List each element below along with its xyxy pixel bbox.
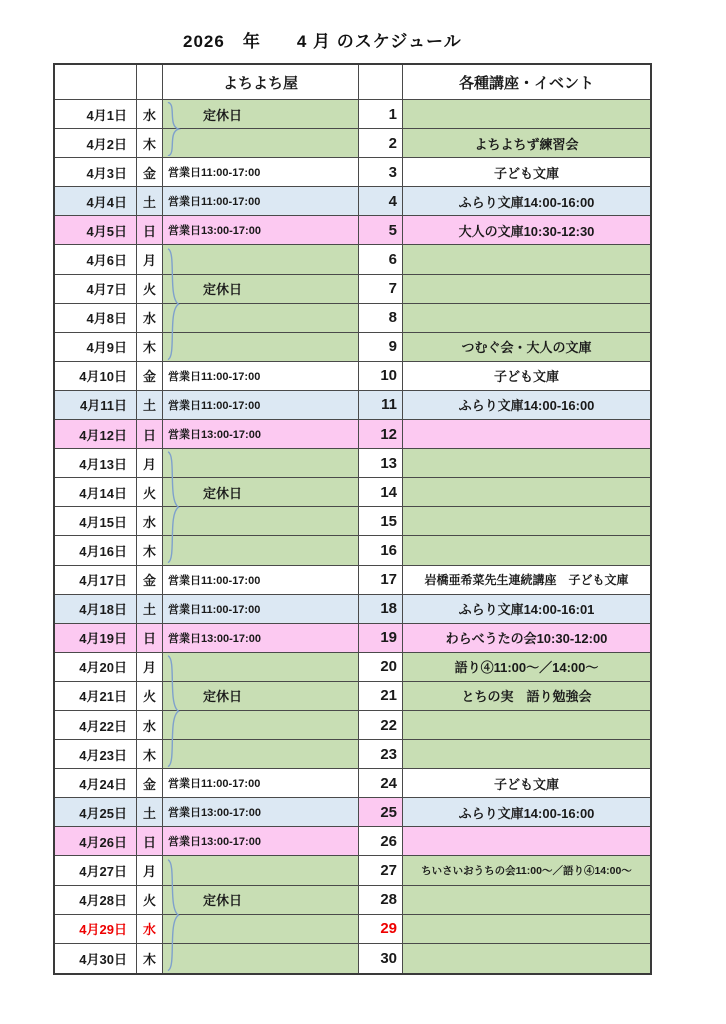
event-cell [403, 449, 650, 478]
header-weekday-cell [137, 65, 163, 100]
date-cell: 4月15日 [55, 507, 137, 536]
shop-status-cell [163, 711, 359, 740]
shop-status-cell: 定休日 [163, 886, 359, 915]
day-number-cell: 27 [359, 856, 403, 885]
date-cell: 4月20日 [55, 653, 137, 682]
day-number-cell: 5 [359, 216, 403, 245]
weekday-cell: 土 [137, 187, 163, 216]
event-cell: よちよちず練習会 [403, 129, 650, 158]
date-cell: 4月26日 [55, 827, 137, 856]
date-cell: 4月10日 [55, 362, 137, 391]
event-cell: とちの実 語り勉強会 [403, 682, 650, 711]
event-cell: 岩橋亜希菜先生連続講座 子ども文庫 [403, 566, 650, 595]
weekday-cell: 木 [137, 333, 163, 362]
date-cell: 4月23日 [55, 740, 137, 769]
weekday-cell: 日 [137, 624, 163, 653]
day-number-cell: 25 [359, 798, 403, 827]
table-row [55, 304, 650, 333]
event-cell: つむぐ会・大人の文庫 [403, 333, 650, 362]
event-cell: ふらり文庫14:00-16:01 [403, 595, 650, 624]
header-shop-cell: よちよち屋 [163, 65, 359, 100]
table-row [55, 798, 650, 827]
weekday-cell: 金 [137, 158, 163, 187]
day-number-cell: 10 [359, 362, 403, 391]
date-cell: 4月9日 [55, 333, 137, 362]
event-cell [403, 740, 650, 769]
day-number-cell: 24 [359, 769, 403, 798]
date-cell: 4月18日 [55, 595, 137, 624]
day-number-cell: 16 [359, 536, 403, 565]
date-cell: 4月5日 [55, 216, 137, 245]
day-number-cell: 19 [359, 624, 403, 653]
date-cell: 4月16日 [55, 536, 137, 565]
day-number-cell: 4 [359, 187, 403, 216]
table-row [55, 711, 650, 740]
day-number-cell: 9 [359, 333, 403, 362]
table-row [55, 856, 650, 885]
day-number-cell: 15 [359, 507, 403, 536]
day-number-cell: 8 [359, 304, 403, 333]
shop-status-cell: 営業日11:00-17:00 [163, 595, 359, 624]
weekday-cell: 木 [137, 536, 163, 565]
weekday-cell: 金 [137, 362, 163, 391]
event-cell [403, 711, 650, 740]
shop-status-cell: 営業日13:00-17:00 [163, 827, 359, 856]
event-cell [403, 507, 650, 536]
day-number-cell: 22 [359, 711, 403, 740]
weekday-cell: 月 [137, 856, 163, 885]
table-row [55, 827, 650, 856]
shop-status-cell [163, 507, 359, 536]
table-row [55, 100, 650, 129]
shop-status-cell [163, 856, 359, 885]
day-number-cell: 3 [359, 158, 403, 187]
table-row [55, 420, 650, 449]
date-cell: 4月2日 [55, 129, 137, 158]
shop-status-cell [163, 740, 359, 769]
event-cell [403, 827, 650, 856]
weekday-cell: 火 [137, 682, 163, 711]
event-cell: 子ども文庫 [403, 158, 650, 187]
table-row [55, 449, 650, 478]
shop-status-cell: 営業日13:00-17:00 [163, 216, 359, 245]
shop-status-cell: 営業日11:00-17:00 [163, 362, 359, 391]
event-cell [403, 245, 650, 274]
table-row [55, 507, 650, 536]
header-date-cell [55, 65, 137, 100]
schedule-body [55, 100, 650, 973]
date-cell: 4月12日 [55, 420, 137, 449]
weekday-cell: 日 [137, 216, 163, 245]
weekday-cell: 水 [137, 915, 163, 944]
weekday-cell: 水 [137, 711, 163, 740]
event-cell [403, 536, 650, 565]
shop-status-cell [163, 304, 359, 333]
table-row [55, 275, 650, 304]
table-row [55, 624, 650, 653]
day-number-cell: 2 [359, 129, 403, 158]
shop-status-cell: 営業日11:00-17:00 [163, 187, 359, 216]
weekday-cell: 水 [137, 100, 163, 129]
table-row [55, 216, 650, 245]
table-row [55, 158, 650, 187]
event-cell: 子ども文庫 [403, 769, 650, 798]
weekday-cell: 水 [137, 507, 163, 536]
table-row [55, 740, 650, 769]
shop-status-cell: 営業日13:00-17:00 [163, 420, 359, 449]
weekday-cell: 木 [137, 740, 163, 769]
event-cell: ふらり文庫14:00-16:00 [403, 187, 650, 216]
table-row [55, 944, 650, 973]
weekday-cell: 金 [137, 566, 163, 595]
weekday-cell: 月 [137, 653, 163, 682]
weekday-cell: 火 [137, 478, 163, 507]
table-row [55, 362, 650, 391]
date-cell: 4月7日 [55, 275, 137, 304]
date-cell: 4月1日 [55, 100, 137, 129]
day-number-cell: 30 [359, 944, 403, 973]
day-number-cell: 29 [359, 915, 403, 944]
day-number-cell: 20 [359, 653, 403, 682]
event-cell: 大人の文庫10:30-12:30 [403, 216, 650, 245]
date-cell: 4月11日 [55, 391, 137, 420]
weekday-cell: 日 [137, 420, 163, 449]
weekday-cell: 火 [137, 886, 163, 915]
event-cell [403, 100, 650, 129]
shop-status-cell: 定休日 [163, 478, 359, 507]
event-cell [403, 886, 650, 915]
header-number-cell [359, 65, 403, 100]
day-number-cell: 26 [359, 827, 403, 856]
event-cell [403, 275, 650, 304]
weekday-cell: 月 [137, 245, 163, 274]
table-row [55, 187, 650, 216]
event-cell: ふらり文庫14:00-16:00 [403, 391, 650, 420]
day-number-cell: 11 [359, 391, 403, 420]
day-number-cell: 1 [359, 100, 403, 129]
shop-status-cell [163, 449, 359, 478]
day-number-cell: 17 [359, 566, 403, 595]
event-cell [403, 420, 650, 449]
date-cell: 4月19日 [55, 624, 137, 653]
shop-status-cell [163, 944, 359, 973]
weekday-cell: 火 [137, 275, 163, 304]
day-number-cell: 23 [359, 740, 403, 769]
date-cell: 4月27日 [55, 856, 137, 885]
shop-status-cell [163, 915, 359, 944]
date-cell: 4月3日 [55, 158, 137, 187]
shop-status-cell: 営業日13:00-17:00 [163, 798, 359, 827]
shop-status-cell [163, 129, 359, 158]
event-cell: わらべうたの会10:30-12:00 [403, 624, 650, 653]
table-row [55, 333, 650, 362]
date-cell: 4月25日 [55, 798, 137, 827]
shop-status-cell: 営業日13:00-17:00 [163, 624, 359, 653]
shop-status-cell: 営業日11:00-17:00 [163, 391, 359, 420]
day-number-cell: 14 [359, 478, 403, 507]
day-number-cell: 13 [359, 449, 403, 478]
weekday-cell: 木 [137, 944, 163, 973]
weekday-cell: 水 [137, 304, 163, 333]
table-row [55, 653, 650, 682]
shop-status-cell [163, 245, 359, 274]
shop-status-cell: 営業日11:00-17:00 [163, 769, 359, 798]
schedule-table [53, 63, 652, 975]
table-row [55, 478, 650, 507]
shop-status-cell [163, 653, 359, 682]
date-cell: 4月17日 [55, 566, 137, 595]
weekday-cell: 土 [137, 391, 163, 420]
date-cell: 4月22日 [55, 711, 137, 740]
date-cell: 4月28日 [55, 886, 137, 915]
shop-status-cell: 営業日11:00-17:00 [163, 566, 359, 595]
table-row [55, 595, 650, 624]
date-cell: 4月21日 [55, 682, 137, 711]
date-cell: 4月8日 [55, 304, 137, 333]
shop-status-cell [163, 536, 359, 565]
day-number-cell: 7 [359, 275, 403, 304]
weekday-cell: 土 [137, 595, 163, 624]
weekday-cell: 木 [137, 129, 163, 158]
date-cell: 4月6日 [55, 245, 137, 274]
table-row [55, 682, 650, 711]
day-number-cell: 18 [359, 595, 403, 624]
date-cell: 4月24日 [55, 769, 137, 798]
weekday-cell: 月 [137, 449, 163, 478]
date-cell: 4月14日 [55, 478, 137, 507]
day-number-cell: 6 [359, 245, 403, 274]
date-cell: 4月4日 [55, 187, 137, 216]
header-events-cell: 各種講座・イベント [403, 65, 650, 100]
event-cell [403, 944, 650, 973]
table-row [55, 129, 650, 158]
table-row [55, 245, 650, 274]
day-number-cell: 12 [359, 420, 403, 449]
table-header-row [55, 65, 650, 100]
weekday-cell: 日 [137, 827, 163, 856]
table-row [55, 391, 650, 420]
day-number-cell: 28 [359, 886, 403, 915]
event-cell: ちいさいおうちの会11:00～／語り④14:00～ [403, 856, 650, 885]
table-row [55, 915, 650, 944]
weekday-cell: 金 [137, 769, 163, 798]
event-cell [403, 478, 650, 507]
shop-status-cell [163, 333, 359, 362]
event-cell: ふらり文庫14:00-16:00 [403, 798, 650, 827]
event-cell [403, 915, 650, 944]
page-title: 2026 年 4 月 のスケジュール [183, 32, 462, 51]
weekday-cell: 土 [137, 798, 163, 827]
table-row [55, 536, 650, 565]
table-row [55, 566, 650, 595]
table-row [55, 769, 650, 798]
shop-status-cell: 定休日 [163, 682, 359, 711]
day-number-cell: 21 [359, 682, 403, 711]
event-cell: 子ども文庫 [403, 362, 650, 391]
shop-status-cell: 営業日11:00-17:00 [163, 158, 359, 187]
shop-status-cell: 定休日 [163, 275, 359, 304]
event-cell [403, 304, 650, 333]
date-cell: 4月29日 [55, 915, 137, 944]
shop-status-cell: 定休日 [163, 100, 359, 129]
date-cell: 4月13日 [55, 449, 137, 478]
table-row [55, 886, 650, 915]
event-cell: 語り④11:00～／14:00～ [403, 653, 650, 682]
date-cell: 4月30日 [55, 944, 137, 973]
